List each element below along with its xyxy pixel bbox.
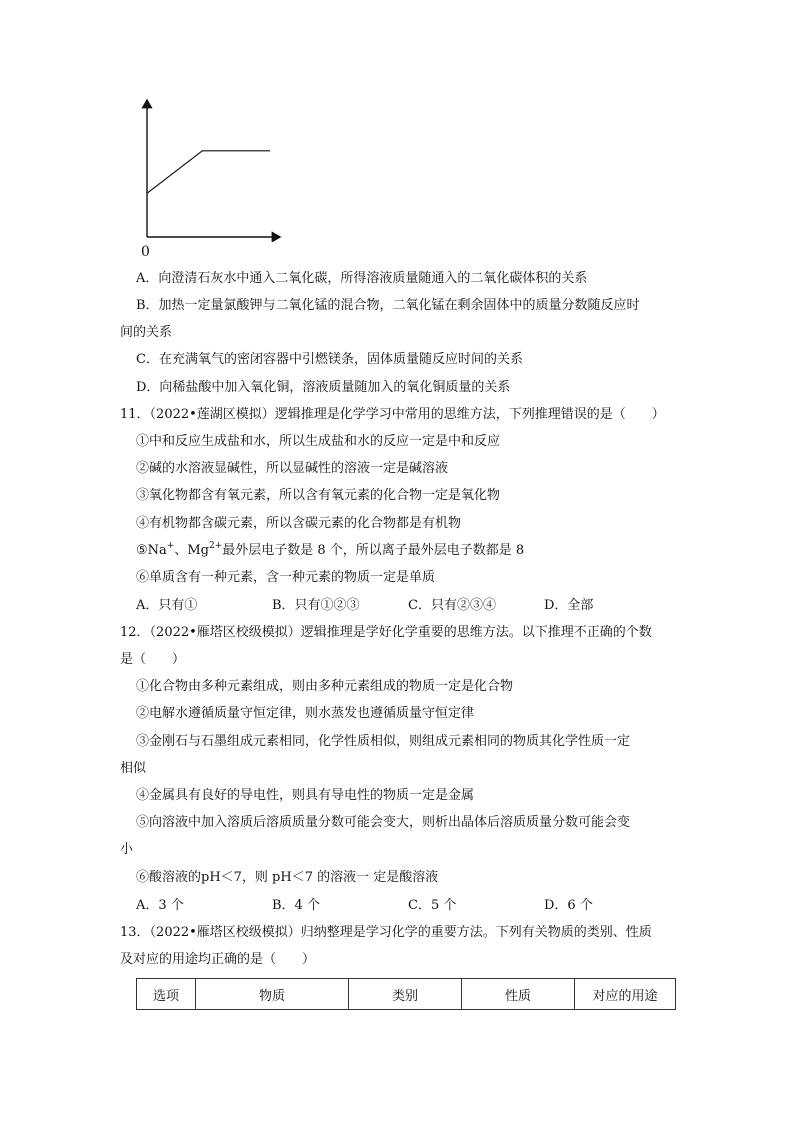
line-graph bbox=[130, 96, 290, 242]
q10-option-a: A．向澄清石灰水中通入二氧化碳，所得溶液质量随通入的二氧化碳体积的关系 bbox=[136, 271, 588, 286]
q12-choice-b: B．4 个 bbox=[272, 898, 320, 913]
q13-stem: 13．（2022•雁塔区校级模拟）归纳整理是学习化学的重要方法。下列有关物质的类别、性质 bbox=[120, 925, 652, 940]
q11-choices bbox=[136, 596, 676, 616]
q10-option-b: B．加热一定量氯酸钾与二氧化锰的混合物，二氧化锰在剩余固体中的质量分数随反应时 bbox=[136, 298, 640, 313]
q11-choice-b: B．只有①②③ bbox=[272, 598, 360, 613]
q13-col-substance: 物质 bbox=[196, 979, 349, 1010]
q12-item-4: ④金属具有良好的导电性，则具有导电性的物质一定是金属 bbox=[136, 788, 475, 803]
q12-stem-cont: 是（ ） bbox=[120, 652, 186, 667]
q12-item-3: ③金刚石与石墨组成元素相同，化学性质相似，则组成元素相同的物质其化学性质一定 bbox=[136, 734, 631, 749]
q12-item-6: ⑥酸溶液的pH＜7，则 pH＜7 的溶液一 定是酸溶液 bbox=[136, 870, 439, 885]
q13-table bbox=[136, 978, 676, 1010]
q13-stem-cont: 及对应的用途均正确的是（ ） bbox=[120, 952, 316, 967]
q10-option-d: D．向稀盐酸中加入氧化铜，溶液质量随加入的氧化铜质量的关系 bbox=[136, 380, 511, 395]
graph-line bbox=[147, 151, 270, 194]
q13-col-option: 选项 bbox=[137, 979, 196, 1010]
q12-choice-d: D．6 个 bbox=[544, 898, 593, 913]
q11-item-4: ④有机物都含碳元素，所以含碳元素的化合物都是有机物 bbox=[136, 516, 462, 531]
q12-choices bbox=[136, 896, 676, 916]
q12-item-2: ②电解水遵循质量守恒定律，则水蒸发也遵循质量守恒定律 bbox=[136, 706, 475, 721]
q11-choice-a: A．只有① bbox=[136, 598, 198, 613]
origin-label: 0 bbox=[141, 244, 150, 260]
q13-table-header-row bbox=[137, 979, 676, 1010]
q13-col-property: 性质 bbox=[462, 979, 575, 1010]
q11-stem: 11．（2022•莲湖区模拟）逻辑推理是化学学习中常用的思维方法，下列推理错误的是（ ） bbox=[120, 407, 665, 422]
q13-col-use: 对应的用途 bbox=[575, 979, 676, 1010]
q11-item-1: ①中和反应生成盐和水，所以生成盐和水的反应一定是中和反应 bbox=[136, 434, 501, 449]
q11-choice-d: D．全部 bbox=[544, 598, 594, 613]
q11-item-3: ③氧化物都含有氧元素，所以含有氧元素的化合物一定是氧化物 bbox=[136, 488, 501, 503]
q11-item-2: ②碱的水溶液显碱性，所以显碱性的溶液一定是碱溶液 bbox=[136, 461, 449, 476]
q12-stem: 12．（2022•雁塔区校级模拟）逻辑推理是学好化学重要的思维方法。以下推理不正确的个数 bbox=[120, 625, 652, 640]
q12-choice-a: A．3 个 bbox=[136, 898, 184, 913]
q10-option-b-cont: 间的关系 bbox=[120, 325, 173, 340]
q12-choice-c: C．5 个 bbox=[408, 898, 457, 913]
q12-item-3-cont: 相似 bbox=[120, 761, 147, 776]
q11-item-6: ⑥单质含有一种元素，含一种元素的物质一定是单质 bbox=[136, 570, 436, 585]
q12-item-5: ⑤向溶液中加入溶质后溶质质量分数可能会变大，则析出晶体后溶质质量分数可能会变 bbox=[136, 815, 631, 830]
q12-item-5-cont: 小 bbox=[120, 842, 134, 857]
q12-item-1: ①化合物由多种元素组成，则由多种元素组成的物质一定是化合物 bbox=[136, 679, 514, 694]
q11-item-5: ⑤Na+、$Mg^{2+}$最外层电子数是 8 个，所以离子最外层电子数都是 8 bbox=[136, 540, 525, 558]
q13-col-category: 类别 bbox=[349, 979, 462, 1010]
q10-option-c: C．在充满氧气的密闭容器中引燃镁条，固体质量随反应时间的关系 bbox=[136, 352, 523, 367]
q11-choice-c: C．只有②③④ bbox=[408, 598, 496, 613]
